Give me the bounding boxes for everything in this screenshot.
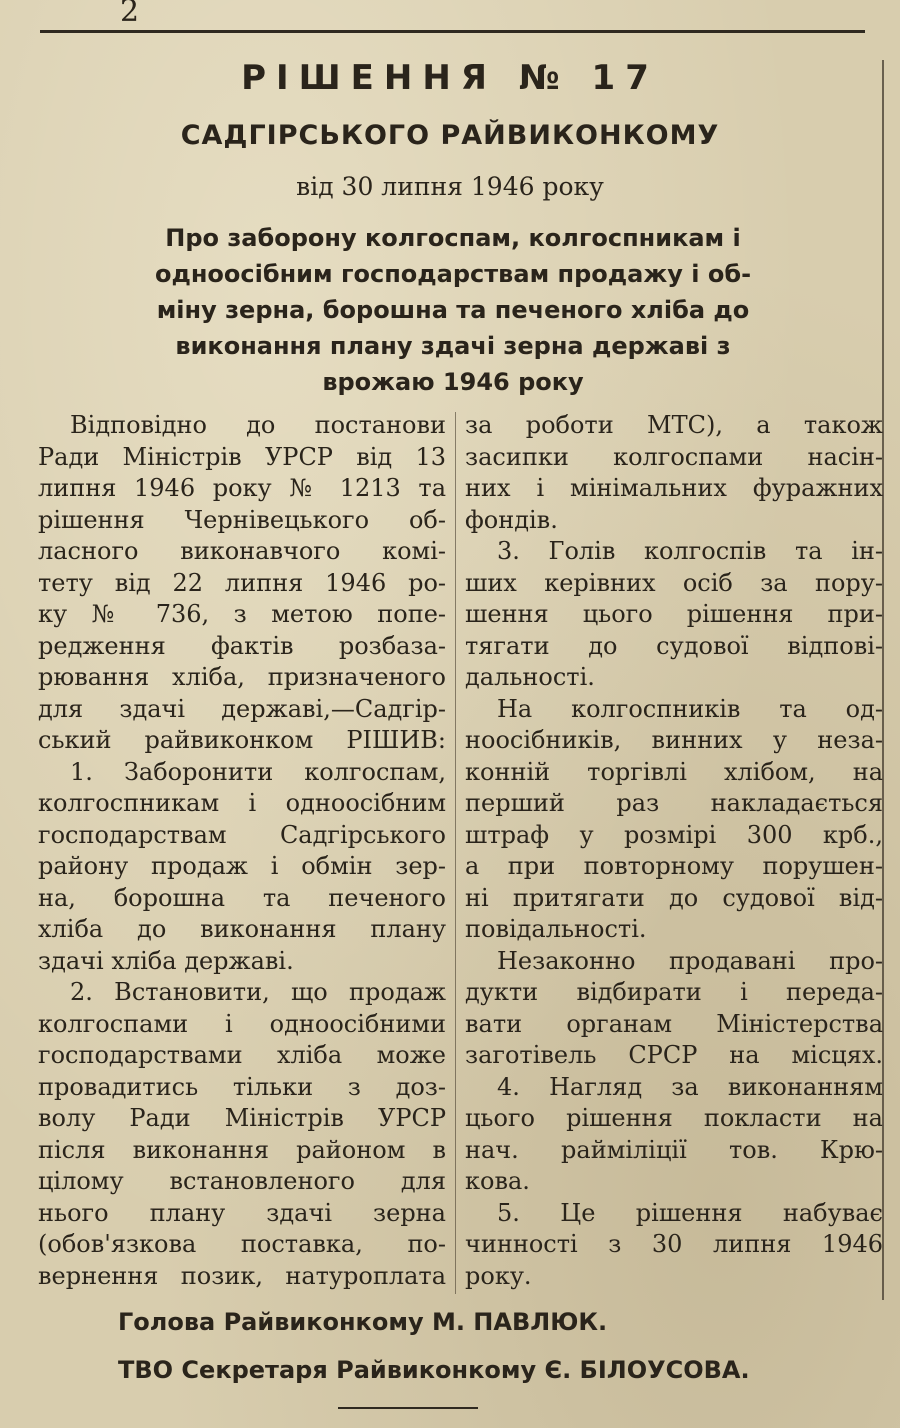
- text-line: Відповідно до постанови: [70, 411, 446, 439]
- signature-secretary: ТВО Секретаря Райвиконкому Є. БІЛОУСОВА.: [118, 1356, 750, 1384]
- heading-line: міну зерна, борошна та печеного хліба до: [156, 296, 750, 324]
- bottom-rule: [338, 1407, 478, 1409]
- text-line: перший раз накладається: [465, 789, 883, 817]
- text-line: 1. Заборонити колгоспам,: [70, 757, 446, 786]
- right-text-column: [465, 410, 883, 1292]
- text-line: ку № 736, з метою попе-: [38, 600, 446, 628]
- text-line: вати органам Міністерства: [465, 1009, 883, 1038]
- text-line: них і мінімальних фуражних: [465, 474, 883, 502]
- text-line: на, борошна та печеного: [38, 883, 446, 912]
- text-line: ноосібників, винних у неза-: [465, 726, 883, 754]
- text-line: кова.: [465, 1167, 530, 1195]
- text-line: конній торгівлі хлібом, на: [465, 757, 883, 786]
- text-line: липня 1946 року № 1213 та: [38, 474, 446, 502]
- text-line: вернення позик, натуроплата: [38, 1261, 446, 1290]
- text-line: здачі хліба державі.: [38, 946, 294, 975]
- text-line: ласного виконавчого комі-: [38, 537, 446, 565]
- text-line: 2. Встановити, що продаж: [70, 978, 446, 1006]
- top-rule: [40, 30, 865, 33]
- text-line: року.: [465, 1261, 532, 1290]
- text-line: Ради Міністрів УРСР від 13: [38, 442, 446, 471]
- text-line: рювання хліба, призначеного: [38, 663, 446, 691]
- text-line: за роботи МТС), а також: [465, 411, 883, 439]
- text-line: дукти відбирати і переда-: [465, 978, 883, 1006]
- text-line: шення цього рішення при-: [465, 600, 883, 628]
- signature-chairman: Голова Райвиконкому М. ПАВЛЮК.: [118, 1308, 608, 1336]
- text-line: хліба до виконання плану: [38, 915, 446, 943]
- text-line: після виконання районом в: [38, 1135, 446, 1164]
- decision-heading: [118, 220, 788, 400]
- text-line: нього плану здачі зерна: [38, 1198, 446, 1227]
- text-line: заготівель СРСР на місцях.: [465, 1041, 883, 1069]
- page-number: 2: [120, 0, 140, 29]
- text-line: колгоспникам і одноосібним: [38, 789, 446, 817]
- text-line: 4. Нагляд за виконанням: [497, 1072, 883, 1101]
- text-line: провадитись тільки з доз-: [38, 1072, 446, 1101]
- text-line: чинності з 30 липня 1946: [465, 1230, 883, 1258]
- decision-date: від 30 липня 1946 року: [296, 172, 604, 201]
- text-line: колгоспами і одноосібними: [38, 1009, 446, 1038]
- text-line: редження фактів розбаза-: [38, 631, 446, 660]
- text-line: господарствами хліба може: [38, 1041, 446, 1069]
- text-line: ших керівних осіб за пору-: [465, 568, 883, 597]
- text-line: тягати до судової відпові-: [465, 631, 883, 660]
- text-line: 5. Це рішення набуває: [497, 1198, 883, 1227]
- text-line: для здачі державі,—Садгір-: [38, 694, 446, 723]
- text-line: штраф у розмірі 300 крб.,: [465, 820, 883, 849]
- text-line: рішення Чернівецького об-: [38, 505, 446, 534]
- heading-line: виконання плану здачі зерна державі з: [175, 332, 731, 360]
- text-line: тету від 22 липня 1946 ро-: [38, 568, 446, 597]
- text-line: нач. райміліції тов. Крю-: [465, 1135, 883, 1164]
- text-line: волу Ради Міністрів УРСР: [38, 1104, 446, 1132]
- text-line: господарствам Садгірського: [38, 820, 446, 849]
- text-line: Незаконно продавані про-: [497, 946, 883, 975]
- text-line: (обов'язкова поставка, по-: [38, 1230, 446, 1258]
- heading-line: Про заборону колгоспам, колгоспникам і: [165, 224, 741, 252]
- text-line: району продаж і обмін зер-: [38, 852, 446, 880]
- text-line: ський райвиконком РІШИВ:: [38, 726, 446, 754]
- left-text-column: [38, 410, 446, 1292]
- text-line: цілому встановленого для: [38, 1167, 446, 1195]
- heading-line: одноосібним господарствам продажу і об-: [154, 260, 752, 288]
- text-line: 3. Голів колгоспів та ін-: [497, 537, 883, 565]
- text-line: ні притягати до судової від-: [465, 883, 883, 912]
- text-line: цього рішення покласти на: [465, 1104, 883, 1132]
- issuer-subtitle: САДГІРСЬКОГО РАЙВИКОНКОМУ: [180, 120, 720, 151]
- text-line: засипки колгоспами насін-: [465, 442, 883, 471]
- text-line: повідальності.: [465, 915, 647, 943]
- decision-title: РІШЕННЯ № 17: [241, 58, 659, 98]
- column-divider: [455, 412, 456, 1294]
- text-line: дальності.: [465, 663, 595, 691]
- heading-line: врожаю 1946 року: [322, 368, 584, 396]
- text-line: а при повторному порушен-: [465, 852, 883, 880]
- text-line: На колгоспників та од-: [497, 694, 883, 723]
- text-line: фондів.: [465, 505, 558, 534]
